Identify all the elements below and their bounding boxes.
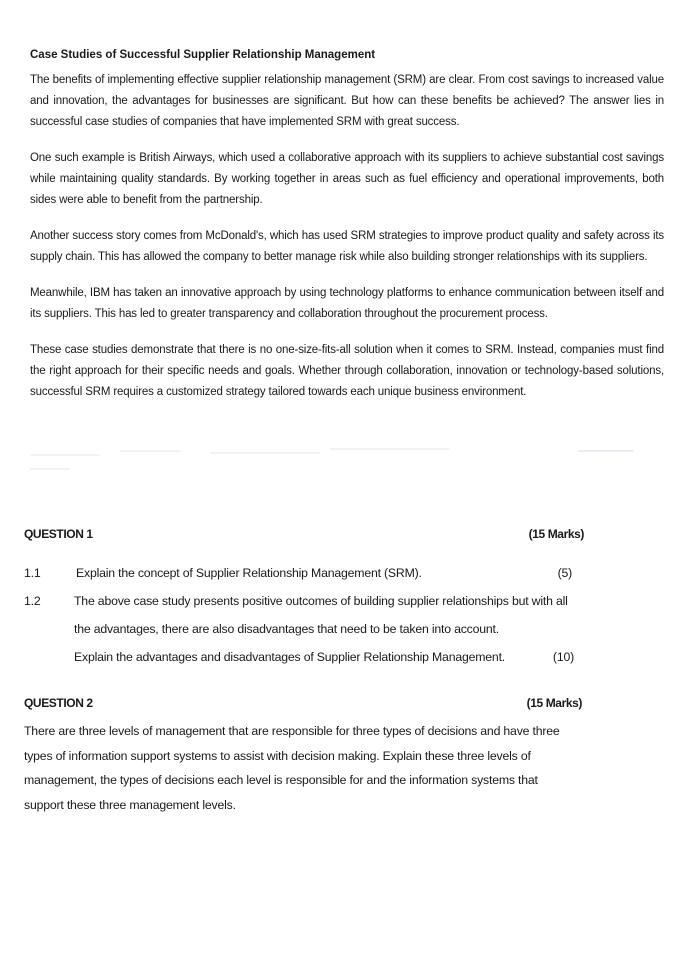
question-text-line: Explain the advantages and disadvantages of Supplier Relationship Management.: [74, 650, 506, 664]
question-item-1-1: [24, 559, 584, 587]
case-paragraph: Another success story comes from McDonald's, which has used SRM strategies to improve product quality and safety across its supply chain. This has allowed the company to better manage risk while also building stronger relationships with its suppliers.: [30, 230, 664, 263]
case-paragraph: These case studies demonstrate that there is no one-size-fits-all solution when it comes to SRM. Instead, companies must find the right approach for their specific needs and goals. Whether through collaboration, innovation or technology-based solutions, successful SRM requires a customized strategy tailored towards each unique business environment.: [30, 344, 664, 398]
question-1-title: QUESTION 1: [24, 527, 93, 541]
case-paragraph: Meanwhile, IBM has taken an innovative approach by using technology platforms to enhance communication between itself and its suppliers. This has led to greater transparency and collaboration throughout the procurement process.: [30, 287, 664, 320]
question-2-title: QUESTION 2: [24, 696, 93, 710]
case-paragraph: The benefits of implementing effective supplier relationship management (SRM) are clear. From cost savings to increased value and innovation, the advantages for businesses are significant. But how can these benefits be achieved? The answer lies in successful case studies of companies that have implemented SRM with great success.: [30, 74, 664, 128]
case-study-section: [30, 48, 664, 418]
case-study-title: Case Studies of Successful Supplier Relationship Management: [30, 49, 376, 61]
question-1-marks: (15 Marks): [528, 527, 584, 541]
case-paragraph: One such example is British Airways, which used a collaborative approach with its suppliers to achieve substantial cost savings while maintaining quality standards. By working together in areas such as fuel efficiency and operational improvements, both sides were able to benefit from the partnership.: [30, 152, 664, 206]
question-text: Explain the concept of Supplier Relationship Management (SRM).: [76, 566, 422, 580]
faint-scan-artifacts: [30, 440, 650, 474]
question-number: 1.1: [24, 566, 41, 580]
question-2-marks: (15 Marks): [526, 696, 582, 710]
faint-logo-mark: [578, 450, 634, 452]
question-text-line: the advantages, there are also disadvantages that need to be taken into account.: [74, 622, 499, 636]
question-number: 1.2: [24, 594, 41, 608]
question-2-section: [24, 695, 582, 817]
question-1-section: [24, 526, 584, 671]
question-2-header: [24, 695, 582, 711]
question-text-line: The above case study presents positive outcomes of building supplier relationships but with all: [74, 594, 568, 608]
faint-mark: [330, 448, 450, 450]
question-marks: (5): [557, 566, 572, 580]
faint-mark: [30, 468, 70, 470]
faint-mark: [210, 452, 320, 454]
faint-mark: [120, 450, 180, 452]
question-2-text: There are three levels of management that are responsible for three types of decisions and have three types of information support systems to assist with decision making. Explain these three levels of management, the types of decisions each level is responsible for and the information systems that support these three management levels.: [24, 724, 560, 812]
faint-mark: [30, 454, 100, 456]
question-marks: (10): [552, 650, 574, 664]
question-item-1-2: [24, 587, 584, 671]
question-1-header: [24, 526, 584, 542]
